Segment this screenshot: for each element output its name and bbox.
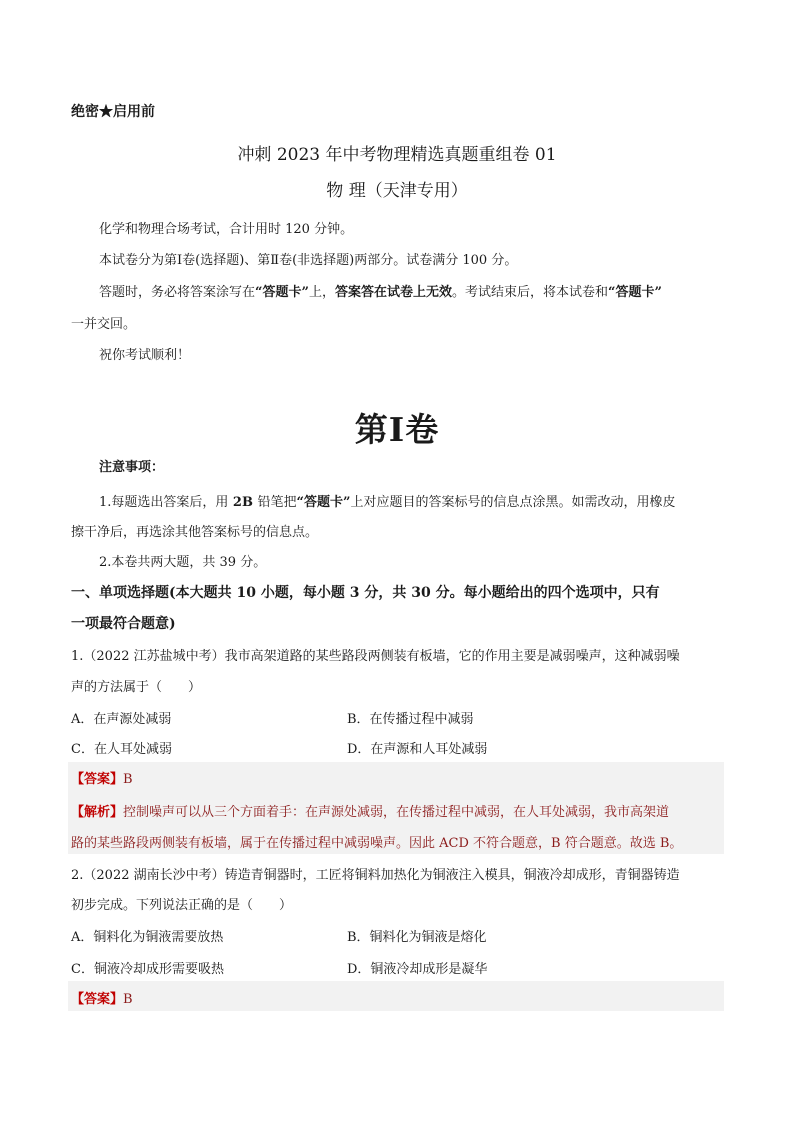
answer-value: B	[123, 992, 133, 1007]
note-1-line-2: 擦干净后，再选涂其他答案标号的信息点。	[71, 525, 319, 540]
instruction-line-5: 祝你考试顺利！	[99, 348, 191, 363]
answer-card-term: “答题卡”	[255, 285, 309, 300]
question-2-option-c: C．铜液冷却成形需要吸热	[71, 962, 224, 977]
note-text: 1.每题选出答案后，用	[99, 495, 229, 510]
answer-card-term: “答题卡”	[608, 285, 662, 300]
question-2-option-a: A．铜料化为铜液需要放热	[71, 930, 224, 945]
question-2-stem-line-1: 2.（2022 湖南长沙中考）铸造青铜器时，工匠将铜料加热化为铜液注入模具，铜液冷却成形，青铜器铸造	[71, 868, 680, 883]
exam-subtitle: 物 理（天津专用）	[326, 181, 468, 201]
question-1-option-a: A．在声源处减弱	[71, 712, 172, 727]
notes-label: 注意事项：	[99, 460, 165, 475]
note-2: 2.本卷共两大题，共 39 分。	[99, 555, 267, 570]
question-1-answer	[71, 768, 133, 787]
question-2-option-d: D．铜液冷却成形是凝华	[347, 962, 488, 977]
question-1-analysis-line-1	[71, 801, 669, 820]
question-1-stem-line-2: 声的方法属于（ ）	[71, 680, 202, 695]
part1-heading-line-2: 一项最符合题意)	[71, 616, 176, 632]
question-1-option-d: D．在声源和人耳处减弱	[347, 742, 488, 757]
pencil-type: 2B	[228, 495, 258, 510]
instruction-text: 上，	[308, 285, 335, 300]
instruction-text: 答题时，务必将答案涂写在	[99, 285, 256, 300]
question-2-option-b: B．铜料化为铜液是熔化	[347, 930, 487, 945]
warning-text: 答案答在试卷上无效	[335, 285, 453, 300]
answer-card-term: “答题卡”	[296, 495, 351, 510]
exam-title: 冲刺 2023 年中考物理精选真题重组卷 01	[237, 145, 557, 165]
question-1-analysis-line-2: 路的某些路段两侧装有板墙，属于在传播过程中减弱噪声。因此 ACD 不符合题意，B 符合题意。故选 B。	[71, 836, 683, 851]
analysis-label: 【解析】	[71, 805, 124, 820]
question-2-answer-box	[68, 981, 724, 1011]
question-1-stem-line-1: 1.（2022 江苏盐城中考）我市高架道路的某些路段两侧装有板墙，它的作用主要是减弱噪声，这种减弱噪	[71, 649, 680, 664]
instruction-line-4: 一并交回。	[71, 317, 137, 332]
analysis-text: 控制噪声可以从三个方面着手：在声源处减弱，在传播过程中减弱，在人耳处减弱，我市高架道	[123, 805, 670, 820]
instruction-line-1: 化学和物理合场考试，合计用时 120 分钟。	[99, 222, 354, 237]
secret-label: 绝密★启用前	[71, 104, 155, 120]
instruction-line-3	[99, 281, 662, 300]
note-text: 铅笔把	[257, 495, 297, 510]
section-title: 第Ⅰ卷	[354, 410, 440, 449]
answer-label: 【答案】	[71, 772, 124, 787]
answer-value: B	[123, 772, 133, 787]
question-2-answer	[71, 988, 133, 1007]
instruction-line-2: 本试卷分为第Ⅰ卷(选择题)、第Ⅱ卷(非选择题)两部分。试卷满分 100 分。	[99, 253, 518, 268]
note-text: 上对应题目的答案标号的信息点涂黑。如需改动，用橡皮	[350, 495, 676, 510]
note-1	[99, 491, 676, 510]
question-1-option-c: C．在人耳处减弱	[71, 742, 172, 757]
instruction-text: 。考试结束后，将本试卷和	[452, 285, 609, 300]
question-2-stem-line-2: 初步完成。下列说法正确的是（ ）	[71, 898, 293, 913]
answer-label: 【答案】	[71, 992, 124, 1007]
part1-heading-line-1: 一、单项选择题(本大题共 10 小题，每小题 3 分，共 30 分。每小题给出的四个选项中，只有	[71, 585, 660, 601]
question-1-option-b: B．在传播过程中减弱	[347, 712, 474, 727]
